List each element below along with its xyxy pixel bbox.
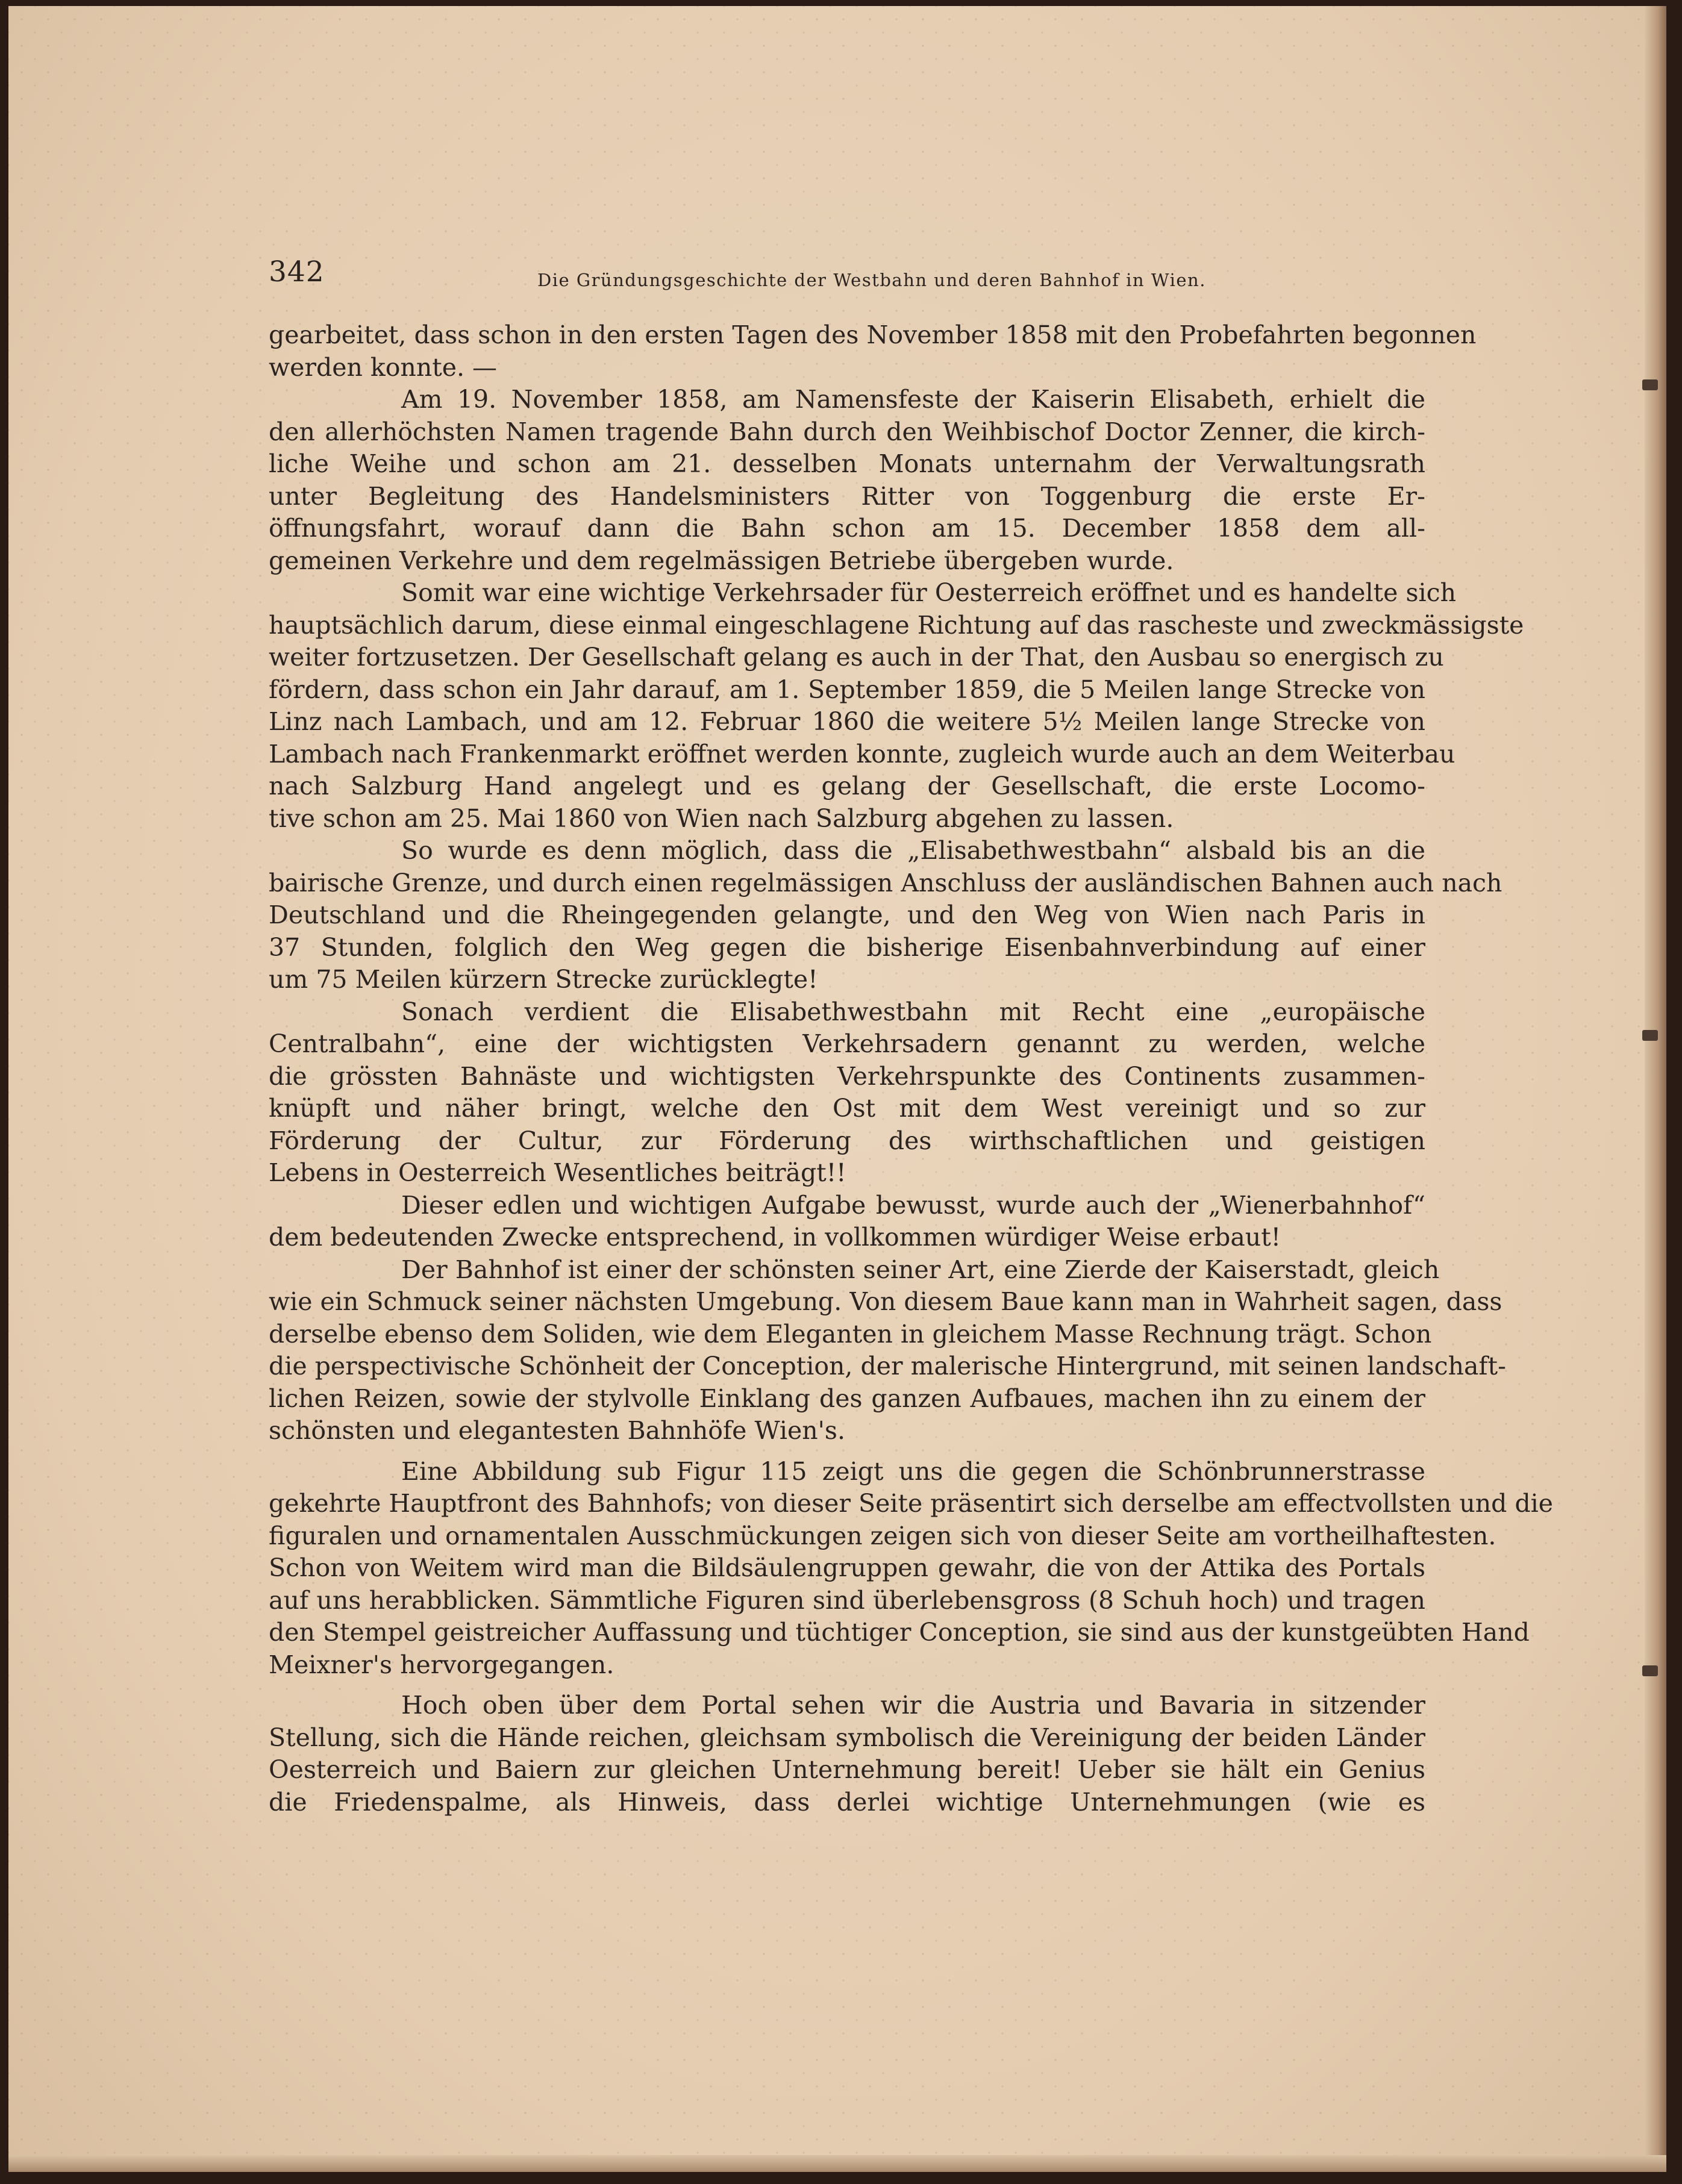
book-page	[8, 6, 1666, 2172]
text-line: den allerhöchsten Namen tragende Bahn durch den Weihbischof Doctor Zenner, die kirch-	[269, 417, 1425, 446]
text-line: die perspectivische Schönheit der Conception, der malerische Hintergrund, mit seinen landschaft-	[269, 1352, 1506, 1381]
page-bottom-edge	[8, 2155, 1666, 2172]
text-line: liche Weihe und schon am 21. desselben Monats unternahm der Verwaltungsrath	[269, 449, 1425, 478]
text-line: Sonach verdient die Elisabethwestbahn mit Recht eine „europäische	[401, 997, 1425, 1026]
binding-clip	[1642, 1665, 1658, 1676]
text-line: Deutschland und die Rheingegenden gelangte, und den Weg von Wien nach Paris in	[269, 900, 1425, 929]
page-right-edge	[1645, 6, 1666, 2172]
text-line: Förderung der Cultur, zur Förderung des wirthschaftlichen und geistigen	[269, 1126, 1425, 1155]
text-line: Dieser edlen und wichtigen Aufgabe bewusst, wurde auch der „Wienerbahnhof“	[401, 1190, 1425, 1220]
text-line: fördern, dass schon ein Jahr darauf, am 1. September 1859, die 5 Meilen lange Strecke von	[269, 675, 1425, 704]
text-line: die Friedenspalme, als Hinweis, dass derlei wichtige Unternehmungen (wie es	[269, 1787, 1425, 1817]
text-line: auf uns herabblicken. Sämmtliche Figuren sind überlebensgross (8 Schuh hoch) und tragen	[269, 1585, 1425, 1615]
text-line: schönsten und elegantesten Bahnhöfe Wien's.	[269, 1416, 845, 1445]
text-line: derselbe ebenso dem Soliden, wie dem Eleganten in gleichem Masse Rechnung trägt. Schon	[269, 1319, 1432, 1349]
binding-clip	[1642, 379, 1658, 390]
text-line: knüpft und näher bringt, welche den Ost mit dem West vereinigt und so zur	[269, 1094, 1425, 1123]
text-line: Somit war eine wichtige Verkehrsader für Oesterreich eröffnet und es handelte sich	[401, 578, 1456, 607]
running-head: Die Gründungsgeschichte der Westbahn und deren Bahnhof in Wien.	[537, 270, 1206, 290]
text-line: Lambach nach Frankenmarkt eröffnet werden konnte, zugleich wurde auch an dem Weiterbau	[269, 739, 1455, 769]
text-line: figuralen und ornamentalen Ausschmückungen zeigen sich von dieser Seite am vortheilhaftesten.	[269, 1521, 1496, 1550]
text-line: unter Begleitung des Handelsministers Ritter von Toggenburg die erste Er-	[269, 481, 1425, 511]
text-line: Schon von Weitem wird man die Bildsäulengruppen gewahr, die von der Attika des Portals	[269, 1553, 1425, 1582]
text-line: den Stempel geistreicher Auffassung und tüchtiger Conception, sie sind aus der kunstgeübten Hand	[269, 1618, 1530, 1647]
text-line: gemeinen Verkehre und dem regelmässigen Betriebe übergeben wurde.	[269, 546, 1174, 575]
text-line: Centralbahn“, eine der wichtigsten Verkehrsadern genannt zu werden, welche	[269, 1029, 1425, 1058]
page-header	[269, 253, 1437, 301]
text-line: die grössten Bahnäste und wichtigsten Verkehrspunkte des Continents zusammen-	[269, 1061, 1425, 1091]
text-line: bairische Grenze, und durch einen regelmässigen Anschluss der ausländischen Bahnen auch nach	[269, 868, 1502, 897]
text-line: wie ein Schmuck seiner nächsten Umgebung. Von diesem Baue kann man in Wahrheit sagen, dass	[269, 1287, 1502, 1316]
paragraph-gap	[269, 1447, 1425, 1456]
text-line: Linz nach Lambach, und am 12. Februar 1860 die weitere 5½ Meilen lange Strecke von	[269, 707, 1425, 736]
text-line: werden konnte. —	[269, 352, 498, 382]
text-line: um 75 Meilen kürzern Strecke zurücklegte!	[269, 965, 818, 994]
text-line: tive schon am 25. Mai 1860 von Wien nach Salzburg abgehen zu lassen.	[269, 803, 1174, 833]
text-line: Am 19. November 1858, am Namensfeste der Kaiserin Elisabeth, erhielt die	[401, 385, 1425, 414]
text-line: öffnungsfahrt, worauf dann die Bahn schon am 15. December 1858 dem all-	[269, 514, 1425, 543]
text-line: hauptsächlich darum, diese einmal eingeschlagene Richtung auf das rascheste und zweckmässigste	[269, 610, 1524, 640]
text-line: Oesterreich und Baiern zur gleichen Unternehmung bereit! Ueber sie hält ein Genius	[269, 1755, 1425, 1784]
text-line: gearbeitet, dass schon in den ersten Tagen des November 1858 mit den Probefahrten begonnen	[269, 320, 1477, 349]
text-line: Eine Abbildung sub Figur 115 zeigt uns die gegen die Schönbrunnerstrasse	[401, 1456, 1425, 1486]
text-line: Der Bahnhof ist einer der schönsten seiner Art, eine Zierde der Kaiserstadt, gleich	[401, 1255, 1440, 1284]
text-line: gekehrte Hauptfront des Bahnhofs; von dieser Seite präsentirt sich derselbe am effectvollsten und die	[269, 1489, 1554, 1518]
text-line: nach Salzburg Hand angelegt und es gelang der Gesellschaft, die erste Locomo-	[269, 772, 1425, 800]
text-line: 37 Stunden, folglich den Weg gegen die bisherige Eisenbahnverbindung auf einer	[269, 932, 1425, 962]
text-line: Stellung, sich die Hände reichen, gleichsam symbolisch die Vereinigung der beiden Länder	[269, 1723, 1425, 1752]
text-line: weiter fortzusetzen. Der Gesellschaft gelang es auch in der That, den Ausbau so energisch zu	[269, 643, 1444, 672]
text-line: Hoch oben über dem Portal sehen wir die Austria und Bavaria in sitzender	[401, 1691, 1425, 1720]
binding-clip	[1642, 1030, 1658, 1041]
text-line: So wurde es denn möglich, dass die „Elisabethwestbahn“ alsbald bis an die	[401, 836, 1425, 865]
body-text	[269, 319, 1554, 1818]
text-line: Lebens in Oesterreich Wesentliches beiträgt!!	[269, 1158, 846, 1187]
text-line: Meixner's hervorgegangen.	[269, 1650, 614, 1679]
text-line: dem bedeutenden Zwecke entsprechend, in vollkommen würdiger Weise erbaut!	[269, 1223, 1281, 1252]
text-line: lichen Reizen, sowie der stylvolle Einklang des ganzen Aufbaues, machen ihn zu einem der	[269, 1384, 1425, 1413]
page-number: 342	[269, 255, 325, 289]
paragraph-gap	[269, 1681, 1425, 1689]
